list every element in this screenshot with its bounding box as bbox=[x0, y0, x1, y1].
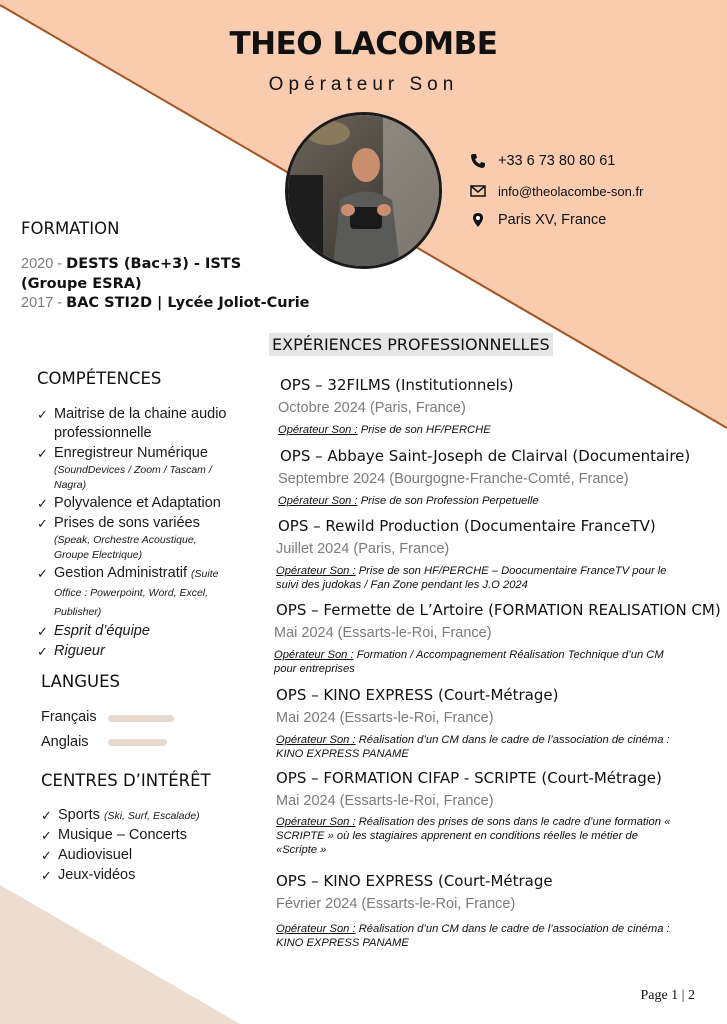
experience-desc bbox=[276, 815, 676, 857]
skill-label: Prises de sons variées bbox=[54, 515, 200, 531]
contact-phone[interactable] bbox=[470, 153, 615, 169]
interets-title: CENTRES D’INTÉRÊT bbox=[41, 771, 211, 790]
experience-title: OPS – Fermette de L’Artoire (FORMATION REALISATION CM) bbox=[276, 601, 721, 619]
experience-date: Mai 2024 (Essarts-le-Roi, France) bbox=[274, 625, 492, 641]
contact-phone-text: +33 6 73 80 80 61 bbox=[498, 153, 616, 169]
list-item bbox=[41, 806, 221, 825]
skill-detail: (SoundDevices / Zoom / Tascam / Nagra) bbox=[54, 464, 212, 491]
map-pin-icon bbox=[470, 212, 486, 228]
language-level-bar bbox=[108, 739, 167, 746]
interest-label: Sports bbox=[58, 807, 100, 823]
list-item bbox=[37, 564, 232, 621]
experience-role: Opérateur Son : bbox=[276, 816, 356, 828]
experience-desc bbox=[278, 423, 658, 437]
experience-desc bbox=[274, 648, 674, 676]
experience-title: OPS – 32FILMS (Institutionnels) bbox=[280, 376, 514, 394]
langues-title: LANGUES bbox=[41, 672, 120, 691]
interest-label: Jeux-vidéos bbox=[58, 867, 136, 883]
experience-role: Opérateur Son : bbox=[278, 495, 358, 507]
contact-location bbox=[470, 212, 606, 228]
experience-desc-text: Formation / Accompagnement Réalisation Technique d’un CM pour entreprises bbox=[274, 649, 664, 675]
skill-label: Rigueur bbox=[54, 643, 105, 659]
check-icon: ✓ bbox=[37, 407, 48, 422]
check-icon: ✓ bbox=[41, 808, 52, 823]
interest-label: Audiovisuel bbox=[58, 847, 133, 863]
contact-location-text: Paris XV, France bbox=[498, 212, 607, 228]
language-label: Français bbox=[41, 709, 97, 725]
experience-desc bbox=[276, 922, 676, 950]
list-item bbox=[41, 826, 221, 845]
contact-email-text: info@theolacombe-son.fr bbox=[498, 183, 644, 199]
competences-list bbox=[37, 405, 232, 662]
candidate-role: Opérateur Son bbox=[268, 74, 459, 95]
check-icon: ✓ bbox=[37, 516, 48, 531]
formation-year: 2020 - bbox=[21, 256, 67, 272]
experience-role: Opérateur Son : bbox=[276, 923, 356, 935]
experience-date: Mai 2024 (Essarts-le-Roi, France) bbox=[276, 793, 494, 809]
list-item bbox=[41, 866, 221, 885]
skill-label: Enregistreur Numérique bbox=[54, 445, 208, 461]
experience-title: OPS – KINO EXPRESS (Court-Métrage) bbox=[276, 686, 559, 704]
formation-label: BAC STI2D | Lycée Joliot-Curie bbox=[66, 295, 310, 311]
experience-date: Février 2024 (Essarts-le-Roi, France) bbox=[276, 896, 516, 912]
interets-list bbox=[41, 806, 221, 886]
list-item bbox=[37, 642, 232, 661]
experience-title: OPS – Rewild Production (Documentaire FranceTV) bbox=[278, 517, 656, 535]
page-number: Page 1 | 2 bbox=[640, 988, 695, 1003]
interest-label: Musique – Concerts bbox=[58, 827, 187, 843]
language-label: Anglais bbox=[41, 734, 89, 750]
experience-date: Juillet 2024 (Paris, France) bbox=[276, 541, 450, 557]
experience-desc-text: Prise de son Profession Perpetuelle bbox=[357, 495, 539, 507]
check-icon: ✓ bbox=[37, 566, 48, 581]
experience-desc-text: Prise de son HF/PERCHE bbox=[357, 424, 491, 436]
experience-role: Opérateur Son : bbox=[276, 565, 356, 577]
list-item bbox=[37, 622, 232, 641]
bottom-beige-corner bbox=[0, 885, 240, 1024]
experience-desc-text: Prise de son HF/PERCHE – Doocumentaire FranceTV pour le suivi des judokas / Fan Zone pendant les J.O 2024 bbox=[276, 565, 667, 591]
experience-date: Septembre 2024 (Bourgogne-Franche-Comté, France) bbox=[278, 471, 629, 487]
experience-title: OPS – Abbaye Saint-Joseph de Clairval (Documentaire) bbox=[280, 447, 691, 465]
experience-desc-text: Réalisation d’un CM dans le cadre de l’association de cinéma : KINO EXPRESS PANAME bbox=[276, 923, 670, 949]
experience-role: Opérateur Son : bbox=[276, 734, 356, 746]
experience-title: OPS – FORMATION CIFAP - SCRIPTE (Court-Métrage) bbox=[276, 769, 662, 787]
mail-icon bbox=[470, 183, 486, 199]
list-item bbox=[37, 405, 232, 443]
experience-role: Opérateur Son : bbox=[274, 649, 354, 661]
check-icon: ✓ bbox=[41, 848, 52, 863]
formation-label: DESTS (Bac+3) - ISTS (Groupe ESRA) bbox=[21, 256, 242, 292]
check-icon: ✓ bbox=[41, 868, 52, 883]
check-icon: ✓ bbox=[41, 828, 52, 843]
formation-item bbox=[21, 293, 311, 313]
contact-email[interactable] bbox=[470, 183, 643, 199]
list-item bbox=[37, 444, 232, 493]
formation-title: FORMATION bbox=[21, 219, 120, 238]
experience-role: Opérateur Son : bbox=[278, 424, 358, 436]
list-item bbox=[41, 846, 221, 865]
interest-detail: (Ski, Surf, Escalade) bbox=[103, 810, 200, 822]
skill-detail: (Suite Office : Powerpoint, Word, Excel, Publisher) bbox=[54, 568, 219, 618]
check-icon: ✓ bbox=[37, 446, 48, 461]
skill-label: Maitrise de la chaine audio professionnelle bbox=[54, 406, 227, 441]
language-level-bar bbox=[108, 715, 174, 722]
check-icon: ✓ bbox=[37, 496, 48, 511]
skill-label: Gestion Administratif bbox=[54, 565, 187, 581]
list-item bbox=[37, 494, 232, 513]
experience-desc-text: Réalisation des prises de sons dans le cadre d’une formation « SCRIPTE » où les stagiaires apprenent en conditions réelles le métier de «Scripte » bbox=[276, 816, 671, 856]
formation-item bbox=[21, 254, 311, 294]
list-item bbox=[37, 514, 232, 563]
experience-date: Mai 2024 (Essarts-le-Roi, France) bbox=[276, 710, 494, 726]
experience-title: OPS – KINO EXPRESS (Court-Métrage bbox=[276, 872, 553, 890]
check-icon: ✓ bbox=[37, 644, 48, 659]
candidate-name: THEO LACOMBE bbox=[229, 26, 498, 62]
competences-title: COMPÉTENCES bbox=[37, 369, 162, 388]
experience-desc bbox=[278, 494, 658, 508]
experiences-title: EXPÉRIENCES PROFESSIONNELLES bbox=[269, 333, 553, 356]
skill-label: Esprit d’équipe bbox=[54, 623, 150, 639]
experience-desc-text: Réalisation d’un CM dans le cadre de l’association de cinéma : KINO EXPRESS PANAME bbox=[276, 734, 670, 760]
check-icon: ✓ bbox=[37, 624, 48, 639]
skill-detail: (Speak, Orchestre Acoustique, Groupe Electrique) bbox=[54, 534, 197, 561]
formation-year: 2017 - bbox=[21, 295, 67, 311]
skill-label: Polyvalence et Adaptation bbox=[54, 495, 221, 511]
profile-photo bbox=[285, 112, 442, 269]
experience-desc bbox=[276, 733, 676, 761]
experience-date: Octobre 2024 (Paris, France) bbox=[278, 400, 466, 416]
experience-desc bbox=[276, 564, 676, 592]
phone-icon bbox=[470, 153, 486, 169]
